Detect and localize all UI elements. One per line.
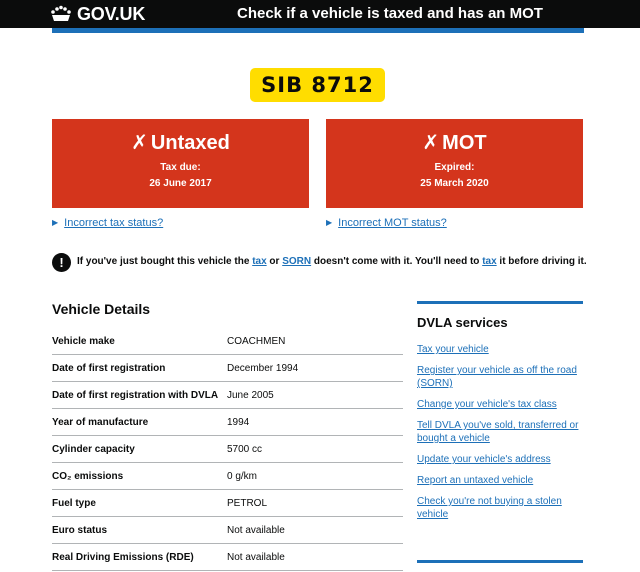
warning-text-part: it before driving it. — [496, 256, 587, 267]
logo-text: GOV.UK — [77, 3, 146, 24]
incorrect-mot-status-toggle[interactable] — [326, 216, 447, 230]
row-key: CO₂ emissions — [52, 471, 124, 482]
service-link-update-address[interactable]: Update your vehicle's address — [417, 454, 551, 465]
row-value: PETROL — [227, 498, 268, 509]
warning-text-part: If you've just bought this vehicle the — [77, 256, 253, 267]
triangle-right-icon: ▶ — [326, 218, 333, 227]
govuk-logo-link[interactable] — [50, 4, 145, 24]
warning-notice — [52, 252, 587, 272]
incorrect-mot-status-link[interactable]: Incorrect MOT status? — [338, 217, 447, 229]
row-value: 0 g/km — [227, 471, 258, 482]
cross-icon: ✗ — [422, 132, 440, 154]
warning-text-part: or — [266, 256, 283, 267]
row-key: Euro status — [52, 525, 108, 536]
row-key: Cylinder capacity — [52, 444, 135, 455]
incorrect-tax-status-toggle[interactable] — [52, 216, 163, 230]
service-link-tax-vehicle[interactable]: Tax your vehicle — [417, 344, 489, 355]
service-link-sorn[interactable]: Register your vehicle as off the road (SORN) — [417, 365, 577, 389]
table-row — [52, 463, 403, 490]
dvla-services-heading: DVLA services — [417, 315, 508, 330]
dvla-services-list — [417, 343, 585, 529]
row-value: 1994 — [227, 417, 250, 428]
row-key: Fuel type — [52, 498, 96, 509]
row-value: Not available — [227, 552, 285, 563]
mot-status-title — [326, 131, 583, 155]
table-row — [52, 328, 403, 355]
table-row — [52, 409, 403, 436]
row-key: Vehicle make — [52, 336, 115, 347]
tax-status-text: Untaxed — [150, 132, 230, 154]
service-link-report-untaxed[interactable]: Report an untaxed vehicle — [417, 475, 534, 486]
cross-icon: ✗ — [131, 132, 148, 154]
registration-plate: SIB 8712 — [250, 68, 385, 102]
row-value: COACHMEN — [227, 336, 286, 347]
service-link-change-tax-class[interactable]: Change your vehicle's tax class — [417, 399, 557, 410]
mot-status-text: MOT — [442, 132, 487, 154]
row-key: Year of manufacture — [52, 417, 149, 428]
services-top-bar — [417, 301, 583, 304]
table-row — [52, 382, 403, 409]
tax-link[interactable]: tax — [252, 256, 267, 267]
incorrect-tax-status-link[interactable]: Incorrect tax status? — [64, 217, 164, 229]
vehicle-details-heading: Vehicle Details — [52, 301, 151, 317]
mot-status-panel — [326, 119, 583, 208]
site-header — [0, 0, 640, 28]
tax-status-title — [52, 131, 309, 155]
sorn-link[interactable]: SORN — [282, 256, 312, 267]
warning-text — [77, 256, 587, 268]
crown-icon — [50, 5, 72, 23]
table-row — [52, 517, 403, 544]
table-row — [52, 436, 403, 463]
table-row — [52, 490, 403, 517]
tax-due-date: 26 June 2017 — [149, 178, 212, 189]
service-name[interactable]: Check if a vehicle is taxed and has an MOT — [237, 5, 543, 22]
exclamation-icon: ! — [52, 253, 71, 272]
row-value: December 1994 — [227, 363, 299, 374]
row-value: 5700 cc — [227, 444, 263, 455]
row-key: Real Driving Emissions (RDE) — [52, 552, 194, 563]
tax-status-panel — [52, 119, 309, 208]
table-row — [52, 544, 403, 571]
header-blue-bar — [52, 28, 584, 33]
table-row — [52, 355, 403, 382]
vehicle-details-table — [52, 328, 403, 571]
warning-text-part: doesn't come with it. You'll need to — [311, 256, 483, 267]
service-link-sold-transferred[interactable]: Tell DVLA you've sold, transferred or bought a vehicle — [417, 420, 579, 444]
row-value: June 2005 — [227, 390, 274, 401]
mot-expired-label: Expired: — [434, 162, 475, 173]
triangle-right-icon: ▶ — [52, 218, 59, 227]
mot-expired-date: 25 March 2020 — [420, 178, 489, 189]
row-key: Date of first registration — [52, 363, 166, 374]
tax-link[interactable]: tax — [482, 256, 497, 267]
row-value: Not available — [227, 525, 285, 536]
service-link-check-stolen[interactable]: Check you're not buying a stolen vehicle — [417, 496, 562, 520]
row-key: Date of first registration with DVLA — [52, 390, 219, 401]
services-bottom-bar — [417, 560, 583, 563]
tax-due-label: Tax due: — [160, 162, 201, 173]
